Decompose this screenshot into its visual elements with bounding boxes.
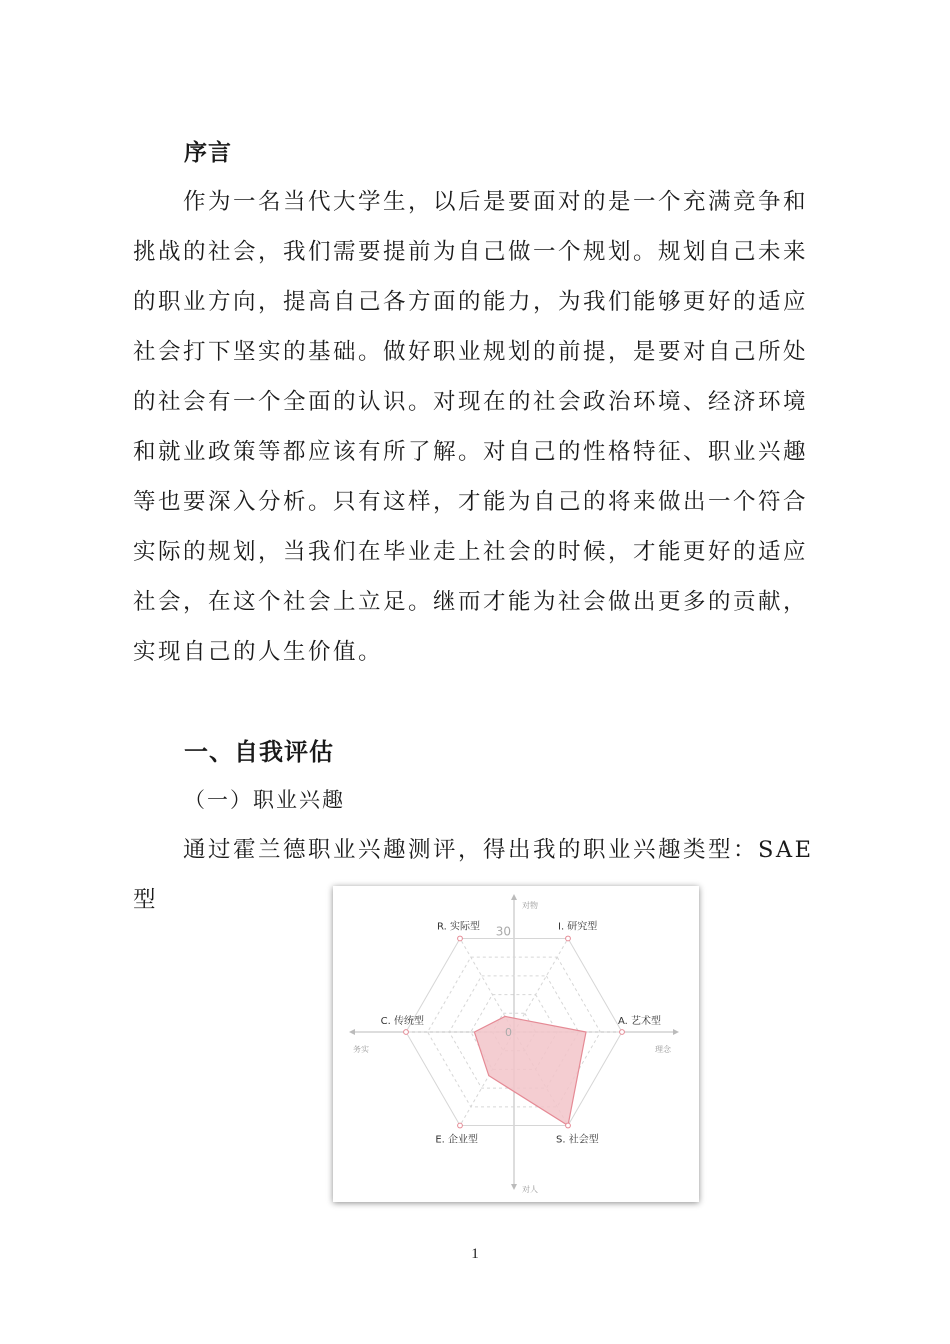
data-area — [474, 1016, 586, 1125]
vertex-dot — [404, 1030, 409, 1035]
axis-label: C. 传统型 — [380, 1016, 424, 1027]
axis-arrow-left — [349, 1029, 355, 1035]
axis-label: R. 实际型 — [437, 921, 480, 933]
direction-label-top: 对物 — [522, 901, 538, 910]
preface-heading: 序言 — [184, 140, 232, 166]
scale-label-zero: 0 — [505, 1026, 512, 1039]
text-line: 实现自己的人生价值。 — [133, 639, 384, 665]
text-line: 型 — [133, 887, 159, 913]
axis-label: S. 社会型 — [556, 1134, 599, 1146]
axis-arrow-down — [511, 1184, 517, 1190]
vertex-dot — [458, 1123, 463, 1128]
section-heading: 一、自我评估 — [184, 738, 334, 766]
axis-label: E. 企业型 — [435, 1134, 478, 1146]
vertex-dot — [620, 1030, 625, 1035]
axis-arrow-up — [511, 894, 517, 900]
text-line: 社会，在这个社会上立足。继而才能为社会做出更多的贡献， — [133, 589, 809, 615]
vertex-dot — [566, 936, 571, 941]
radar-svg — [333, 886, 699, 1202]
vertex-dot — [566, 1123, 571, 1128]
axis-label: A. 艺术型 — [618, 1016, 662, 1027]
text-line: 挑战的社会，我们需要提前为自己做一个规划。规划自己未来 — [133, 239, 809, 265]
preface-paragraph — [133, 177, 823, 677]
text-line: 和就业政策等都应该有所了解。对自己的性格特征、职业兴趣 — [133, 439, 809, 465]
axis-arrow-right — [673, 1029, 679, 1035]
text-line: 实际的规划，当我们在毕业走上社会的时候，才能更好的适应 — [133, 539, 809, 565]
direction-label-bottom: 对人 — [522, 1185, 538, 1194]
holland-radar-chart — [333, 886, 699, 1202]
text-line: 通过霍兰德职业兴趣测评，得出我的职业兴趣类型：SAE — [183, 837, 814, 863]
subsection-heading: （一）职业兴趣 — [184, 788, 345, 812]
text-line: 社会打下坚实的基础。做好职业规划的前提，是要对自己所处 — [133, 339, 809, 365]
scale-label-max: 30 — [495, 924, 511, 939]
text-line: 等也要深入分析。只有这样，才能为自己的将来做出一个符合 — [133, 489, 809, 515]
text-line: 作为一名当代大学生，以后是要面对的是一个充满竞争和 — [183, 189, 809, 215]
grid-spoke — [514, 938, 568, 1032]
text-line: 的社会有一个全面的认识。对现在的社会政治环境、经济环境 — [133, 389, 809, 415]
text-line: 的职业方向，提高自己各方面的能力，为我们能够更好的适应 — [133, 289, 809, 315]
page-number: 1 — [471, 1246, 479, 1262]
direction-label-right: 理念 — [655, 1045, 671, 1054]
direction-label-left: 务实 — [353, 1045, 369, 1054]
axis-label: I. 研究型 — [558, 921, 598, 933]
vertex-dot — [458, 936, 463, 941]
